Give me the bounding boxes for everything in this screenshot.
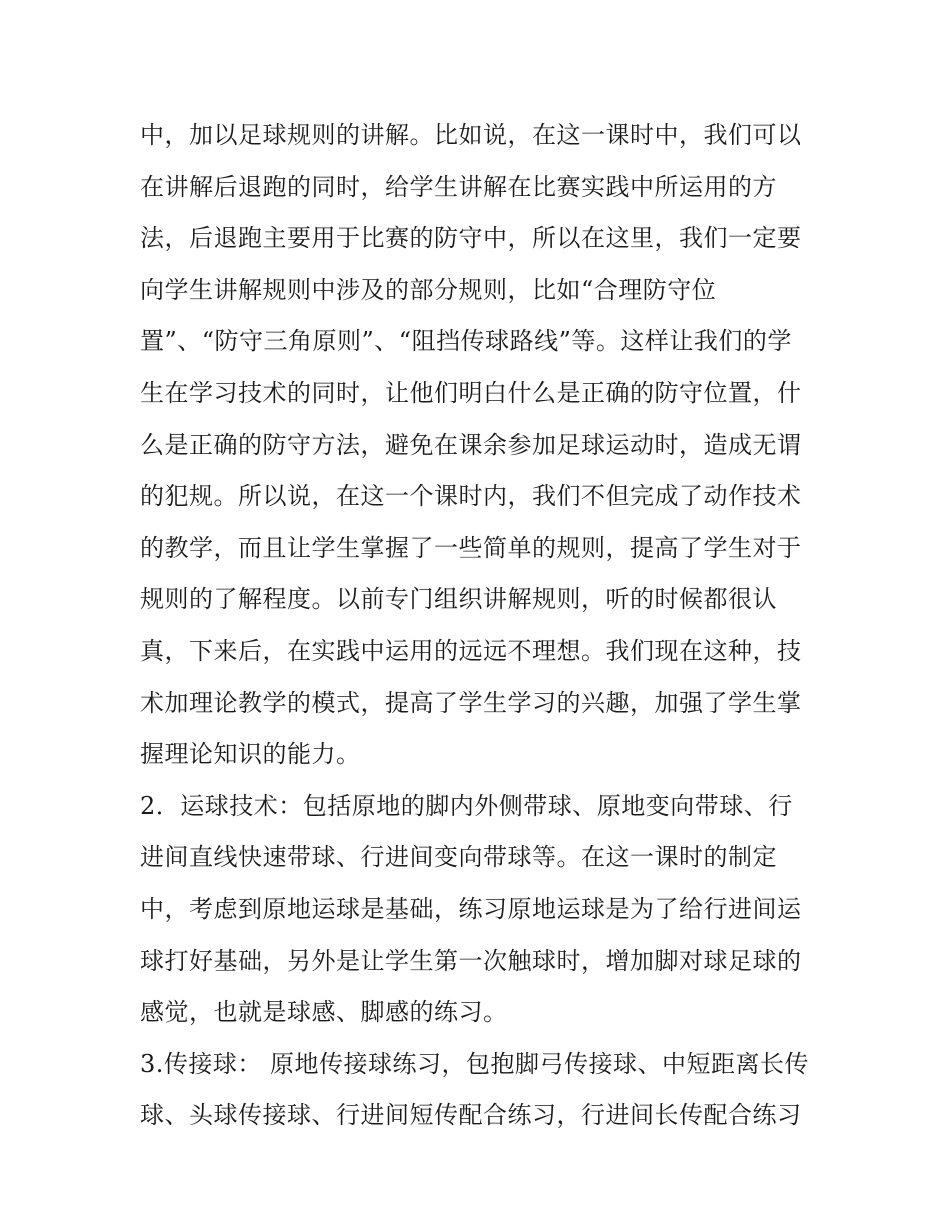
text-line: 真，下来后，在实践中运用的远远不理想。我们现在这种，技: [140, 636, 802, 665]
text-line: 中，考虑到原地运球是基础，练习原地运球是为了给行进间运: [140, 894, 802, 923]
text-line: 球、头球传接球、行进间短传配合练习，行进间长传配合练习: [140, 1101, 802, 1130]
text-line: 生在学习技术的同时，让他们明白什么是正确的防守位置，什: [140, 378, 802, 407]
text-line: 规则的了解程度。以前专门组织讲解规则，听的时候都很认: [140, 585, 777, 614]
text-line: 进间直线快速带球、行进间变向带球等。在这一课时的制定: [140, 843, 777, 872]
text-line: 的犯规。所以说，在这一个课时内，我们不但完成了动作技术: [140, 482, 802, 511]
text-line: 2．运球技术：包括原地的脚内外侧带球、原地变向带球、行: [140, 791, 793, 820]
text-line: 在讲解后退跑的同时，给学生讲解在比赛实践中所运用的方: [140, 172, 777, 201]
text-line: 的教学，而且让学生掌握了一些简单的规则，提高了学生对于: [140, 533, 802, 562]
text-line: 术加理论教学的模式，提高了学生学习的兴趣，加强了学生掌: [140, 688, 802, 717]
body-text: [140, 110, 820, 1142]
text-line: 向学生讲解规则中涉及的部分规则，比如“合理防守位: [140, 275, 717, 304]
text-line: 握理论知识的能力。: [140, 740, 361, 769]
text-line: 3.传接球： 原地传接球练习，包抱脚弓传接球、中短距离长传: [140, 1049, 810, 1078]
text-line: 中，加以足球规则的讲解。比如说，在这一课时中，我们可以: [140, 121, 802, 149]
text-line: 球打好基础，另外是让学生第一次触球时，增加脚对球足球的: [140, 946, 802, 975]
text-line: 感觉，也就是球感、脚感的练习。: [140, 998, 508, 1027]
text-line: 法，后退跑主要用于比赛的防守中，所以在这里，我们一定要: [140, 224, 802, 253]
text-line: 么是正确的防守方法，避免在课余参加足球运动时，造成无谓: [140, 430, 802, 459]
text-line: 置”、“防守三角原则”、“阻挡传球路线”等。这样让我们的学: [140, 327, 792, 356]
